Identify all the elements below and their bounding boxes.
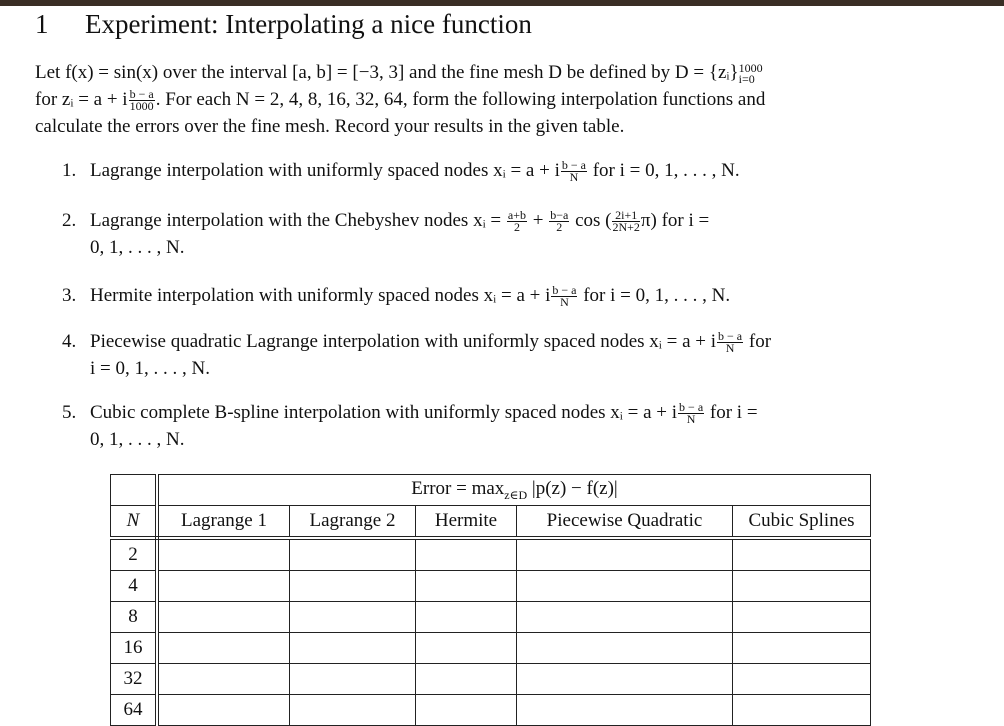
- table-row: [111, 695, 871, 726]
- numerator: b − a: [679, 400, 704, 415]
- numerator: b − a: [561, 158, 586, 173]
- item-text: 0, 1, . . . , N.: [90, 237, 185, 258]
- item-text: cos (: [570, 210, 612, 231]
- n-value: 8: [111, 602, 158, 633]
- denominator: 2: [513, 220, 520, 235]
- result-cell[interactable]: [157, 633, 290, 664]
- fraction: [551, 285, 577, 308]
- fraction: [612, 210, 639, 233]
- result-cell[interactable]: [157, 664, 290, 695]
- item-text: +: [528, 210, 549, 231]
- result-cell[interactable]: [416, 602, 517, 633]
- fraction: [549, 210, 569, 233]
- item-number: 2.: [62, 210, 77, 231]
- result-cell[interactable]: [416, 695, 517, 726]
- list-item: [62, 399, 952, 453]
- list-item: [62, 207, 952, 261]
- result-cell[interactable]: [416, 571, 517, 602]
- intro-line-1: Let f(x) = sin(x) over the interval [a, b] = [−3, 3] and the fine mesh D be defined by D = {zᵢ}: [35, 62, 739, 83]
- section-heading: [35, 6, 532, 42]
- item-text: for: [744, 331, 772, 352]
- item-text: for i =: [705, 402, 758, 423]
- item-number: 4.: [62, 331, 77, 352]
- numerator: a+b: [507, 208, 526, 223]
- fraction: [129, 89, 155, 112]
- column-header: Lagrange 1: [157, 506, 290, 539]
- table-row: [111, 664, 871, 695]
- numerator: b−a: [550, 208, 569, 223]
- result-cell[interactable]: [517, 571, 733, 602]
- result-cell[interactable]: [733, 633, 871, 664]
- item-text: Lagrange interpolation with uniformly spaced nodes xᵢ = a + i: [90, 160, 560, 181]
- item-number: 1.: [62, 160, 77, 181]
- table-row: [111, 633, 871, 664]
- column-header: Cubic Splines: [733, 506, 871, 539]
- result-cell[interactable]: [733, 695, 871, 726]
- error-label: Error = max: [411, 477, 505, 499]
- section-title: Experiment: Interpolating a nice function: [85, 9, 532, 39]
- numerator: b − a: [718, 329, 743, 344]
- n-label: N: [126, 510, 140, 531]
- results-table: [110, 474, 871, 726]
- numerator: 2i+1: [612, 210, 639, 222]
- result-cell[interactable]: [733, 602, 871, 633]
- n-value: 2: [111, 538, 158, 571]
- table-row: [111, 602, 871, 633]
- numerator: b − a: [552, 283, 577, 298]
- fraction: [561, 160, 587, 183]
- item-text: Piecewise quadratic Lagrange interpolation with uniformly spaced nodes xᵢ = a + i: [90, 331, 717, 352]
- result-cell[interactable]: [517, 695, 733, 726]
- n-value: 32: [111, 664, 158, 695]
- denominator: 1000: [129, 99, 154, 114]
- section-number: 1: [35, 9, 49, 39]
- result-cell[interactable]: [733, 571, 871, 602]
- result-cell[interactable]: [290, 695, 416, 726]
- mesh-upper: 1000: [738, 60, 763, 75]
- result-cell[interactable]: [517, 664, 733, 695]
- intro-line-2a: for zᵢ = a + i: [35, 89, 128, 110]
- result-cell[interactable]: [290, 602, 416, 633]
- denominator: N: [560, 295, 569, 310]
- n-value: 4: [111, 571, 158, 602]
- result-cell[interactable]: [517, 602, 733, 633]
- result-cell[interactable]: [517, 538, 733, 571]
- result-cell[interactable]: [416, 538, 517, 571]
- denominator: 2: [556, 220, 563, 235]
- item-number: 3.: [62, 285, 77, 306]
- result-cell[interactable]: [416, 664, 517, 695]
- error-subscript: z∈D: [504, 487, 528, 502]
- denominator: N: [725, 341, 735, 356]
- numerator: b − a: [129, 87, 154, 102]
- item-text: i = 0, 1, . . . , N.: [90, 358, 210, 379]
- result-cell[interactable]: [157, 695, 290, 726]
- item-text: Lagrange interpolation with the Chebyshev nodes xᵢ =: [90, 210, 506, 231]
- column-header: Hermite: [416, 506, 517, 539]
- n-value: 64: [111, 695, 158, 726]
- result-cell[interactable]: [517, 633, 733, 664]
- fraction: [678, 402, 704, 425]
- fraction: [507, 210, 527, 233]
- result-cell[interactable]: [290, 571, 416, 602]
- intro-line-3: calculate the errors over the fine mesh. Record your results in the given table.: [35, 116, 625, 137]
- result-cell[interactable]: [157, 602, 290, 633]
- column-header: Lagrange 2: [290, 506, 416, 539]
- list-item: [62, 328, 952, 382]
- result-cell[interactable]: [290, 664, 416, 695]
- intro-line-2b: . For each N = 2, 4, 8, 16, 32, 64, form the following interpolation functions and: [155, 89, 766, 110]
- item-text: 0, 1, . . . , N.: [90, 429, 185, 450]
- corner-cell: [111, 475, 158, 506]
- list-item: [62, 157, 952, 184]
- result-cell[interactable]: [416, 633, 517, 664]
- table-row: [111, 538, 871, 571]
- denominator: N: [569, 170, 579, 185]
- item-text: Hermite interpolation with uniformly spaced nodes xᵢ = a + i: [90, 285, 551, 306]
- result-cell[interactable]: [290, 633, 416, 664]
- intro-paragraph: [35, 59, 955, 140]
- item-text: π) for i =: [640, 210, 710, 231]
- item-text: for i = 0, 1, . . . , N.: [587, 160, 740, 181]
- denominator: N: [686, 412, 696, 427]
- table-row: [111, 571, 871, 602]
- denominator: 2N+2: [612, 220, 640, 235]
- fraction: [717, 331, 743, 354]
- error-header: [157, 475, 871, 506]
- item-text: for i = 0, 1, . . . , N.: [578, 285, 731, 306]
- mesh-lower: i=0: [738, 71, 755, 86]
- result-cell[interactable]: [157, 538, 290, 571]
- item-text: Cubic complete B-spline interpolation with uniformly spaced nodes xᵢ = a + i: [90, 402, 678, 423]
- item-number: 5.: [62, 402, 77, 423]
- result-cell[interactable]: [733, 538, 871, 571]
- column-header: Piecewise Quadratic: [517, 506, 733, 539]
- error-formula: |p(z) − f(z)|: [527, 477, 618, 499]
- result-cell[interactable]: [733, 664, 871, 695]
- result-cell[interactable]: [290, 538, 416, 571]
- n-value: 16: [111, 633, 158, 664]
- result-cell[interactable]: [157, 571, 290, 602]
- list-item: [62, 282, 952, 309]
- n-header: [111, 506, 158, 539]
